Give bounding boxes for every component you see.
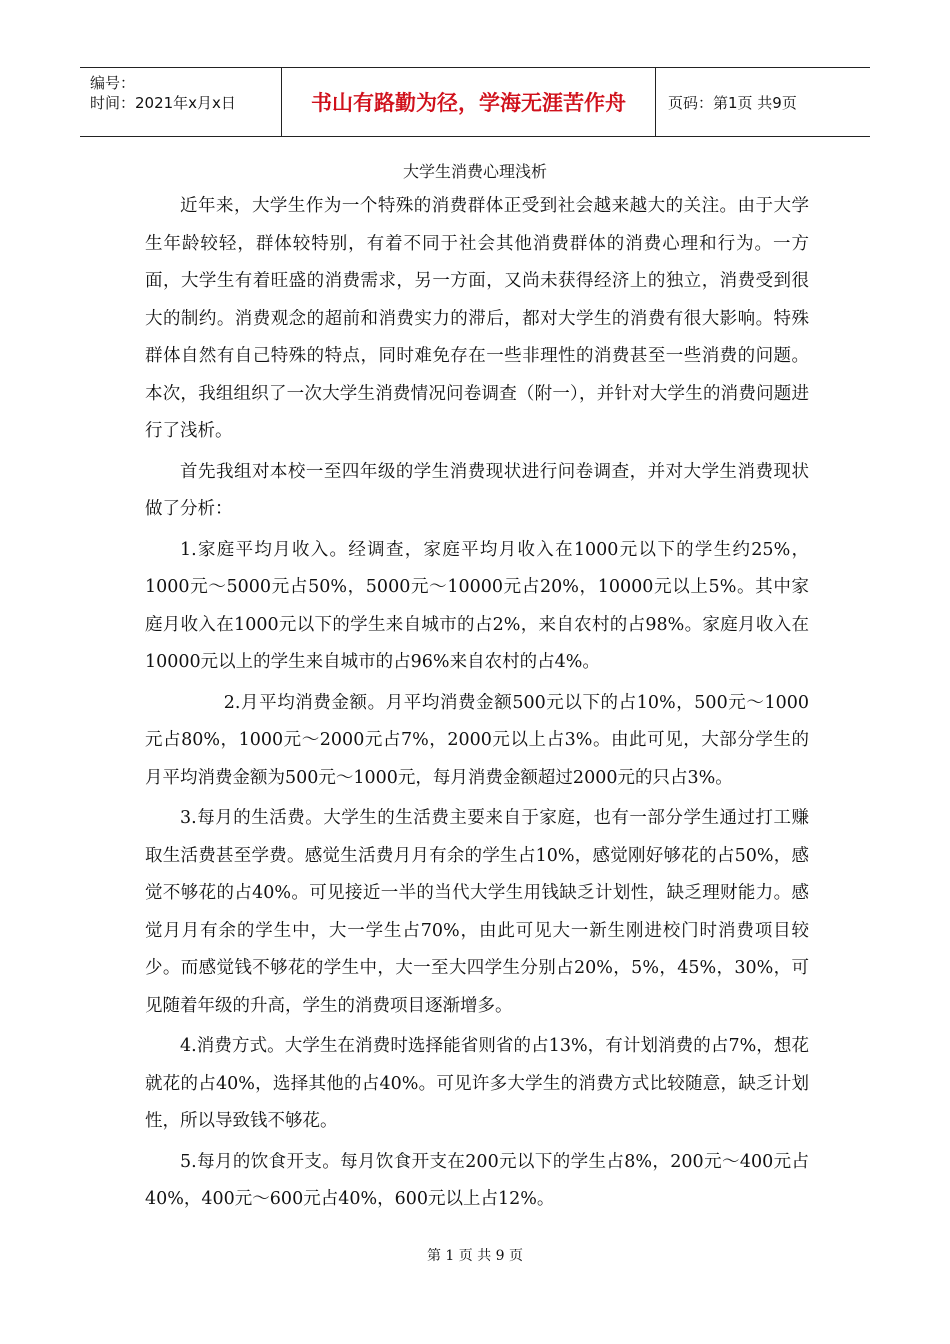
page-info: 页码：第1页 共9页 [668,93,797,112]
paragraph-income: 1.家庭平均月收入。经调查，家庭平均月收入在1000元以下的学生约25%，1000元～5000元占50%，5000元～10000元占20%，10000元以上5%。其中家庭月收入在1000元以下的学生来自城市的占2%，来自农村的占98%。家庭月收入在10000元以上的学生来自城市的占96%来自农村的占4%。 [145,539,809,672]
paragraph-survey: 首先我组对本校一至四年级的学生消费现状进行问卷调查，并对大学生消费现状做了分析： [145,461,809,519]
header-motto-cell [282,68,656,136]
page-footer: 第 1 页 共 9 页 [426,1248,524,1264]
header-table [80,67,870,137]
serial-label: 编号： [90,74,136,92]
paragraph-living-cost: 3.每月的生活费。大学生的生活费主要来自于家庭，也有一部分学生通过打工赚取生活费甚至学费。感觉生活费月月有余的学生占10%，感觉刚好够花的占50%，感觉不够花的占40%。可见接近一半的当代大学生用钱缺乏计划性，缺乏理财能力。感觉月月有余的学生中，大一学生占70%，由此可见大一新生刚进校门时消费项目较少。而感觉钱不够花的学生中，大一至大四学生分别占20%，5%，45%，30%，可见随着年级的升高，学生的消费项目逐渐增多。 [145,808,809,1016]
paragraph-food-cost: 5.每月的饮食开支。每月饮食开支在200元以下的学生占8%，200元～400元占40%，400元～600元占40%，600元以上占12%。 [145,1151,809,1209]
paragraph-intro: 近年来，大学生作为一个特殊的消费群体正受到社会越来越大的关注。由于大学生年龄较轻，群体较特别，有着不同于社会其他消费群体的消费心理和行为。一方面，大学生有着旺盛的消费需求，另一方面，又尚未获得经济上的独立，消费受到很大的制约。消费观念的超前和消费实力的滞后，都对大学生的消费有很大影响。特殊群体自然有自己特殊的特点，同时难免存在一些非理性的消费甚至一些消费的问题。本次，我组组织了一次大学生消费情况问卷调查（附一），并针对大学生的消费问题进行了浅析。 [145,196,809,441]
document-body [145,188,809,1222]
motto-text: 书山有路勤为径，学海无涯苦作舟 [311,91,626,115]
paragraph-consumption-mode: 4.消费方式。大学生在消费时选择能省则省的占13%，有计划消费的占7%，想花就花的占40%，选择其他的占40%。可见许多大学生的消费方式比较随意，缺乏计划性，所以导致钱不够花。 [145,1036,809,1131]
paragraph-spending: 2.月平均消费金额。月平均消费金额500元以下的占10%，500元～1000元占80%，1000元～2000元占7%，2000元以上占3%。由此可见，大部分学生的月平均消费金额为500元～1000元，每月消费金额超过2000元的只占3%。 [145,692,809,788]
time-label: 时间：2021年x月x日 [90,94,236,112]
header-meta-cell [80,68,282,136]
header-page-cell [656,68,870,136]
document-title: 大学生消费心理浅析 [402,162,547,181]
